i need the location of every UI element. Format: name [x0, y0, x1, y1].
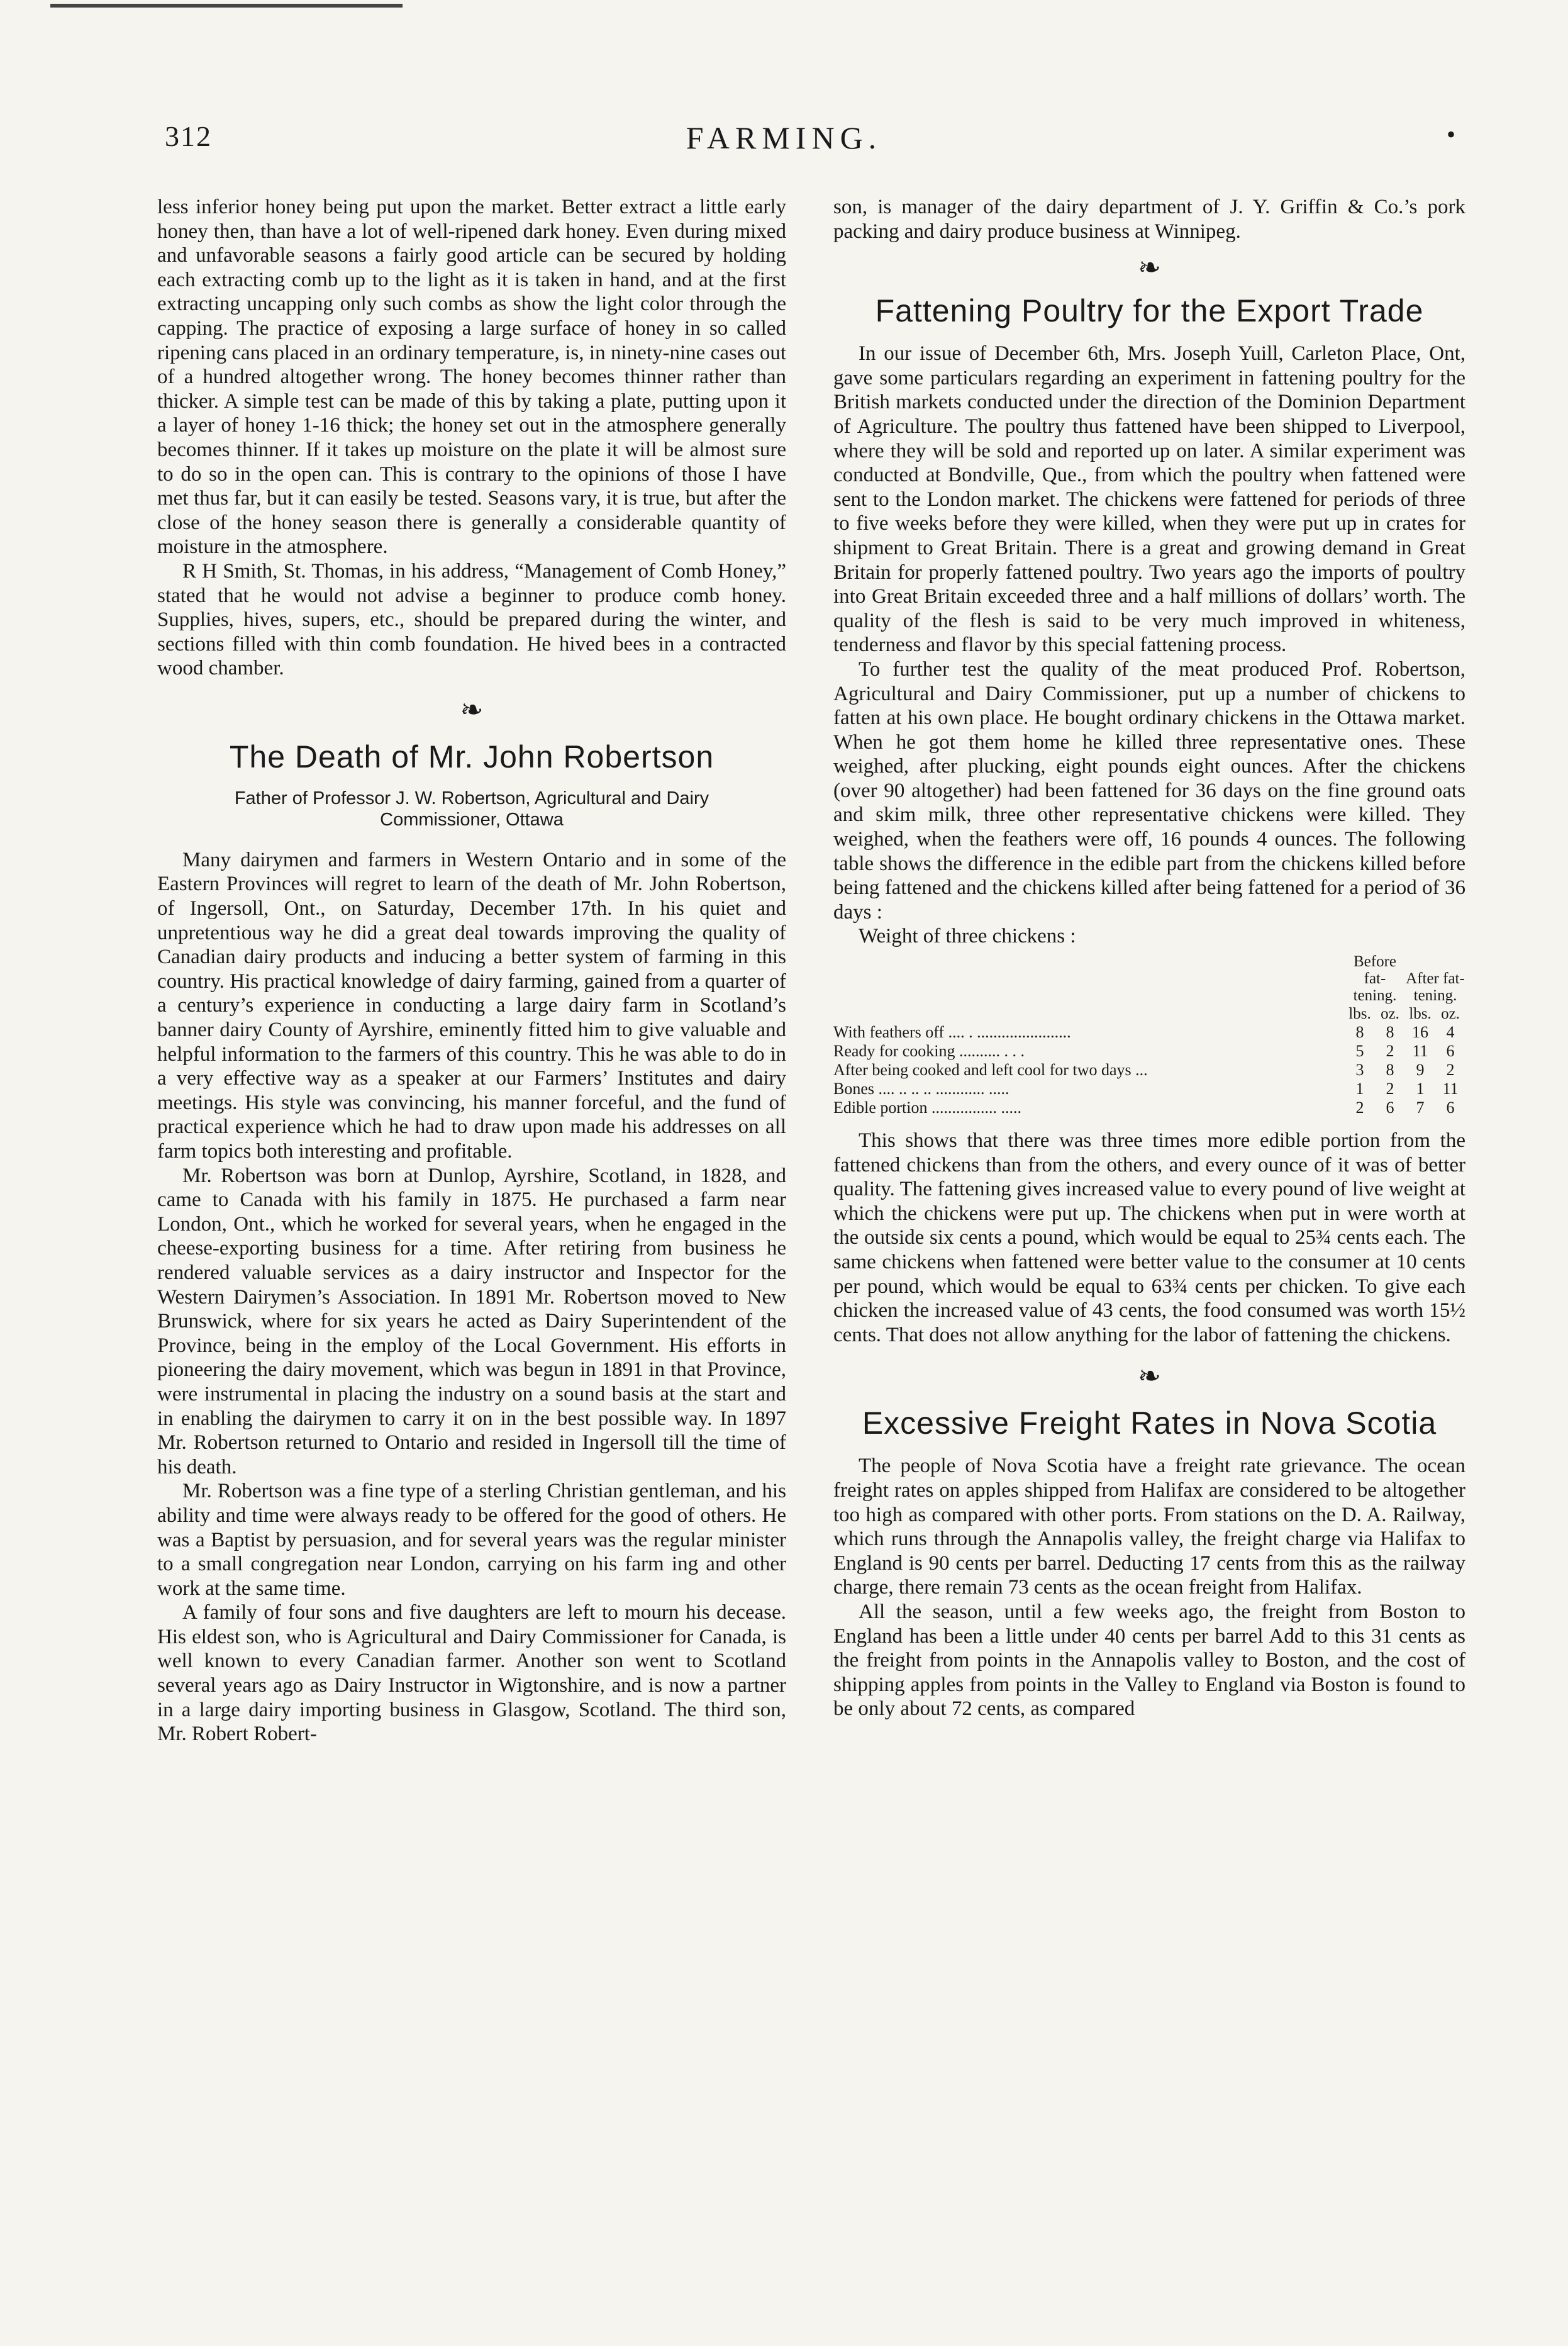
cell-after-lbs: 1 — [1416, 1080, 1425, 1098]
article-title-poultry: Fattening Poultry for the Export Trade — [875, 293, 1424, 329]
row-leader: .... .. .. .. ............ ..... — [878, 1080, 1009, 1098]
robertson-paragraph: Mr. Robertson was a fine type of a sterling Christian gentleman, and his ability and time were always ready to be offered for the good of others. He was a Baptist by persuasion, and for several years was the regular minister to a small congregation near London, carrying on his farm ing and other work at the same time. — [157, 1480, 786, 1600]
header-mark: • — [1447, 120, 1456, 148]
table-row — [833, 1042, 1465, 1061]
row-label: Bones — [833, 1080, 874, 1098]
cell-after-oz: 6 — [1446, 1042, 1455, 1061]
cell-before-oz: 8 — [1386, 1023, 1394, 1042]
honey-paragraph: R H Smith, St. Thomas, in his address, “Management of Comb Honey,” stated that he would not advise a beginner to produce comb honey. Supplies, hives, supers, etc., should be prepared during the winter, and sections filled with thin comb foundation. He hived bees in a contracted wood chamber. — [157, 559, 786, 680]
robertson-paragraph: A family of four sons and five daughters are left to mourn his decease. His eldest son, who is Agricultural and Dairy Commissioner for Canada, is well known to every Canadian farmer. Another son went to Scotland several years ago as Dairy Instructor in Wigtonshire, and is now a partner in a large dairy importing business in Glasgow, Scotland. The third son, Mr. Robert Robert- — [157, 1601, 786, 1746]
continuation-paragraph: son, is manager of the dairy department of J. Y. Griffin & Co.’s pork packing and dairy produce business at Winnipeg. — [833, 196, 1465, 243]
cell-after-oz: 6 — [1446, 1098, 1455, 1117]
cell-after-lbs: 11 — [1412, 1042, 1428, 1061]
table-row — [833, 1098, 1465, 1117]
top-edge-mark — [50, 4, 403, 8]
cell-after-oz: 11 — [1442, 1080, 1459, 1098]
cell-before-oz: 2 — [1386, 1042, 1394, 1061]
unit-header: lbs. — [1348, 1005, 1371, 1023]
cell-after-lbs: 9 — [1416, 1061, 1425, 1080]
row-label: Ready for cooking — [833, 1042, 955, 1061]
table-row — [833, 1061, 1465, 1080]
table-title: Weight of three chickens : — [859, 925, 1076, 948]
page-header — [0, 120, 1568, 170]
cell-after-oz: 4 — [1446, 1023, 1455, 1042]
article-title-robertson: The Death of Mr. John Robertson — [229, 739, 714, 774]
page-number: 312 — [165, 120, 212, 152]
unit-header: oz. — [1441, 1005, 1460, 1023]
column-header-before: Before fat-tening. — [1353, 953, 1397, 1005]
row-label: With feathers off — [833, 1023, 945, 1042]
poultry-paragraph: In our issue of December 6th, Mrs. Joseph Yuill, Carleton Place, Ont, gave some particulars regarding an experiment in fattening poultry for the British markets conducted under the direction of the Dominion Department of Agriculture. The poultry thus fattened have been shipped to Liverpool, where they will be sold and reported up on later. A similar experiment was conducted at Bondville, Que., from which the poultry when fattened were sent to the London market. The chickens were fattened for periods of three to five weeks before they were killed, when they were put up in crates for shipment to Great Britain. There is a great and growing demand in Great Britain for properly fattened poultry. Two years ago the imports of poultry into Great Britain exceeded three and a half millions of dollars’ worth. The quality of the flesh is said to be very much improved in whiteness, tenderness and flavor by this special fattening process. — [833, 342, 1465, 657]
running-head: FARMING. — [686, 120, 882, 155]
cell-after-lbs: 7 — [1416, 1098, 1425, 1117]
cell-before-oz: 8 — [1386, 1061, 1394, 1080]
cell-before-oz: 6 — [1386, 1098, 1394, 1117]
freight-paragraph: The people of Nova Scotia have a freight rate grievance. The ocean freight rates on apples shipped from Halifax are considered to be altogether too high as compared with other ports. From stations on the D. A. Railway, which runs through the Annapolis valley, the freight charge via Halifax to England is 90 cents per barrel. Deducting 17 cents from this as the railway charge, there remain 73 cents as the ocean freight from Halifax. — [833, 1455, 1465, 1599]
cell-before-lbs: 5 — [1355, 1042, 1364, 1061]
ornament-icon: ❧ — [1138, 252, 1161, 284]
article-subtitle-robertson: Father of Professor J. W. Robertson, Agricultural and Dairy Commissioner, Ottawa — [234, 788, 709, 830]
table-row — [833, 1023, 1465, 1042]
weights-table — [833, 952, 1465, 1117]
cell-before-oz: 2 — [1386, 1080, 1394, 1098]
robertson-paragraph: Many dairymen and farmers in Western Ontario and in some of the Eastern Provinces will regret to learn of the death of Mr. John Robertson, of Ingersoll, Ont., on Saturday, December 17th. In his quiet and unpretentious way he did a great deal towards improving the quality of Canadian dairy products and inducing a better system of farming in this country. His practical knowledge of dairy farming, gained from a quarter of a century’s experience in conducting a large dairy farm in Scotland’s banner dairy County of Ayrshire, eminently fitted him to give valuable and helpful information to the farmers of this country. This he was able to do in a very effective way as a speaker at our Farmers’ Institutes and dairy meetings. His style was convincing, his manner forceful, and the fund of practical experience which he had to draw upon made his addresses on all farm topics both interesting and profitable. — [157, 848, 786, 1163]
freight-paragraph: All the season, until a few weeks ago, the freight from Boston to England has been a little under 40 cents per barrel Add to this 31 cents as the freight from points in the Annapolis valley to Boston, and the cost of shipping apples from points in the Valley to England via Boston is found to be only about 72 cents, as compared — [833, 1600, 1465, 1721]
row-leader: .......... . . . — [959, 1042, 1025, 1061]
poultry-paragraph: This shows that there was three times more edible portion from the fattened chickens than from the others, and every ounce of it was of better quality. The fattening gives increased value to every pound of live weight at which the chickens were put up. The chickens when put in were worth at the outside six cents a pound, which would be equal to 25¾ cents each. The same chickens when fattened were better value to the consumer at 10 cents per pound, which would be equal to 63¾ cents per chicken. To give each chicken the increased value of 43 cents, the food consumed was worth 15½ cents. That does not allow anything for the labor of fattening the chickens. — [833, 1129, 1465, 1346]
cell-before-lbs: 1 — [1355, 1080, 1364, 1098]
cell-before-lbs: 8 — [1355, 1023, 1364, 1042]
cell-before-lbs: 2 — [1355, 1098, 1364, 1117]
left-column — [157, 195, 786, 1746]
honey-paragraph: less inferior honey being put upon the market. Better extract a little early honey then, than have a lot of well-ripened dark honey. Even during mixed and unfavorable seasons a fairly good article can be secured by holding each extracting comb up to the light as it is taken in hand, and at the first extracting uncapping only such combs as show the light color through the capping. The practice of exposing a large surface of honey in so called ripening cans placed in an ordinary temperature, is, in ninety-nine cases out of a hundred altogether wrong. The honey becomes thinner rather than thicker. A simple test can be made of this by taking a plate, putting upon it a layer of honey 1-16 thick; the honey set out in the atmosphere generally becomes thinner. If it takes up moisture on the plate it will be almost sure to do so in the open can. This is contrary to the opinions of those I have met thus far, but it can easily be tested. Seasons vary, it is true, but after the close of the honey season there is generally a considerable quantity of moisture in the atmosphere. — [157, 196, 786, 559]
right-column — [833, 195, 1465, 1721]
cell-after-oz: 2 — [1446, 1061, 1455, 1080]
table-row — [833, 1080, 1465, 1098]
ornament-icon: ❧ — [460, 694, 484, 725]
row-leader: .... . ....................... — [948, 1023, 1071, 1042]
unit-header: oz. — [1381, 1005, 1399, 1023]
row-label: After being cooked and left cool for two days — [833, 1061, 1132, 1080]
cell-after-lbs: 16 — [1412, 1023, 1428, 1042]
row-leader: ... — [1135, 1061, 1148, 1080]
row-leader: ................ ..... — [931, 1098, 1021, 1117]
row-label: Edible portion — [833, 1098, 928, 1117]
column-header-after: After fat-tening. — [1406, 970, 1465, 1005]
cell-before-lbs: 3 — [1355, 1061, 1364, 1080]
article-title-freight: Excessive Freight Rates in Nova Scotia — [862, 1405, 1437, 1441]
poultry-paragraph: To further test the quality of the meat produced Prof. Robertson, Agricultural and Dairy Commissioner, put up a number of chickens to fatten at his own place. He bought ordinary chickens in the Ottawa market. When he got them home he killed three representative ones. These weighed, after plucking, eight pounds eight ounces. After the chickens (over 90 altogether) had been fattened for 36 days on the fine ground oats and skim milk, three other representative chickens were killed. They weighed, when the feathers were off, 16 pounds 4 ounces. The following table shows the difference in the edible part from the chickens killed before being fattened and the chickens killed after being fattened for a period of 36 days : — [833, 657, 1465, 924]
robertson-paragraph: Mr. Robertson was born at Dunlop, Ayrshire, Scotland, in 1828, and came to Canada with his family in 1875. He purchased a farm near London, Ont., which he worked for several years, when he engaged in the cheese-exporting business for a time. After retiring from business he rendered valuable services as a dairy instructor and Inspector for the Western Dairymen’s Association. In 1891 Mr. Robertson moved to New Brunswick, where for six years he acted as Dairy Superintendent of the Province, being in the employ of the Local Government. His efforts in pioneering the dairy movement, which was begun in 1891 in that Province, were instrumental in placing the industry on a sound basis at the start and in enabling the dairymen to carry it on in the best possible way. In 1897 Mr. Robertson returned to Ontario and resided in Ingersoll till the time of his death. — [157, 1164, 786, 1478]
ornament-icon: ❧ — [1138, 1361, 1161, 1392]
unit-header: lbs. — [1409, 1005, 1432, 1023]
